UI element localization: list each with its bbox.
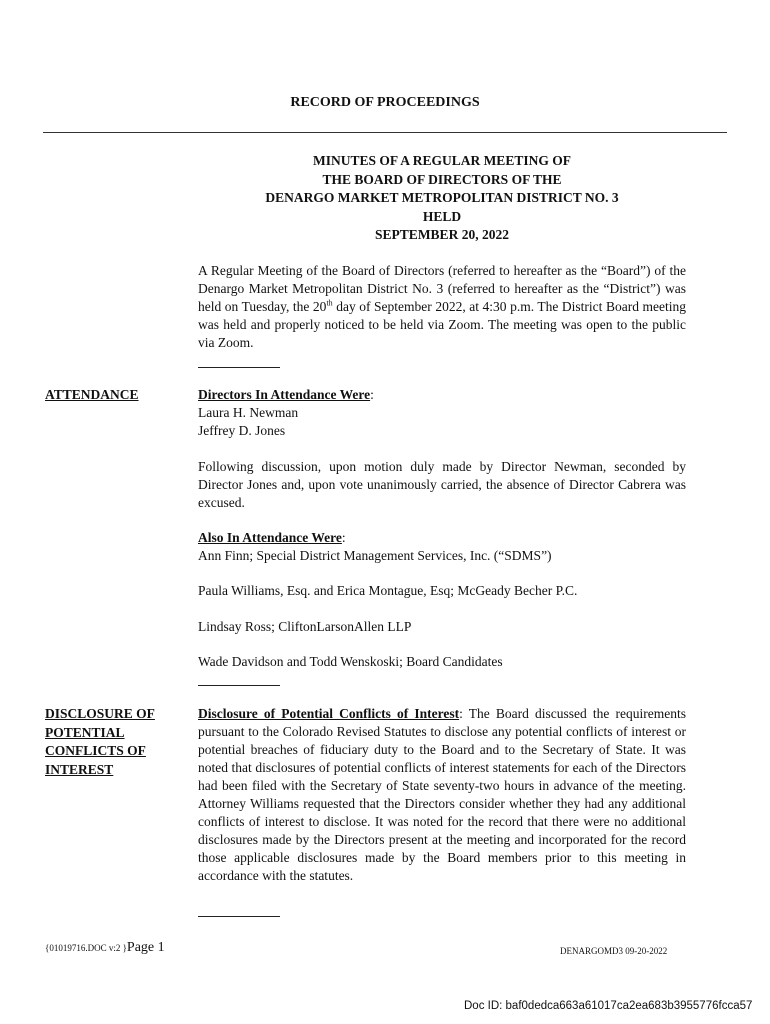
footer-district-date: DENARGOMD3 09-20-2022 (560, 946, 668, 956)
heading-line: THE BOARD OF DIRECTORS OF THE (322, 171, 562, 187)
footer-doc-ref (45, 940, 165, 956)
attendee: Lindsay Ross; CliftonLarsonAllen LLP (198, 619, 412, 634)
disclosure-label-line: DISCLOSURE OF (45, 706, 155, 721)
director-name: Jeffrey D. Jones (198, 423, 286, 438)
doc-id: Doc ID: baf0dedca663a61017ca2ea683b3955776fcca57 (464, 1000, 753, 1012)
attendee: Wade Davidson and Todd Wenskoski; Board Candidates (198, 654, 503, 669)
intro-paragraph (198, 262, 686, 352)
title-divider (43, 132, 727, 133)
heading-line: MINUTES OF A REGULAR MEETING OF (313, 153, 571, 168)
also-heading: Also In Attendance Were (198, 530, 342, 545)
section-divider (198, 916, 280, 917)
motion-paragraph (198, 458, 686, 512)
intro-text: A Regular Meeting of the Board of Directors (referred to hereafter as the “Board”) of the Denargo Market Metropolitan District No. 3 (referred to hereafter as the “District”) was held on Tuesday, the 20 (198, 263, 686, 314)
disclosure-heading: Disclosure of Potential Conflicts of Interest (198, 706, 460, 721)
disclosure-text: The Board discussed the requirements pursuant to the Colorado Revised Statutes to disclose any potential conflicts of interest or potential breaches of fiduciary duty to the Board and to the Secretary of State. It was noted that disclosures of potential conflicts of interest statements for each of the Directors had been filed with the Secretary of State seventy-two hours in advance of the meeting. Attorney Williams requested that the Directors consider whether they had any additional conflicts of interest to disclose. It was noted for the record that there were no additional disclosures made by the Directors present at the meeting and incorporated for the record those applicable disclosures made by the Board members prior to this meeting in accordance with the statutes. (198, 706, 686, 883)
also-attendance: Also In Attendance Were: Ann Finn; Special District Management Services, Inc. (“SDMS”) (198, 529, 686, 565)
intro-text-cont: day of September 2022, at 4:30 p.m. The District Board meeting was held and properly noticed to be held via Zoom. The meeting was open to the public via Zoom. (198, 299, 686, 350)
disclosure-label-line: CONFLICTS OF (45, 743, 146, 758)
minutes-heading (198, 152, 686, 245)
attendee: Paula Williams, Esq. and Erica Montague, Esq; McGeady Becher P.C. (198, 583, 578, 598)
heading-line: HELD (422, 208, 462, 224)
motion-text: Following discussion, upon motion duly made by Director Newman, seconded by Director Jones and, upon vote unanimously carried, the absence of Director Cabrera was excused. (198, 459, 686, 510)
directors-heading: Directors In Attendance Were (198, 387, 371, 402)
record-title: RECORD OF PROCEEDINGS (290, 95, 480, 110)
doc-ref: {01019716.DOC v:2 } (45, 943, 127, 953)
disclosure-label-line: INTEREST (45, 761, 114, 777)
section-divider (198, 367, 280, 368)
attendance-section: Directors In Attendance Were: Laura H. Newman Jeffrey D. Jones (198, 386, 686, 440)
attendee: Ann Finn; Special District Management Services, Inc. (“SDMS”) (198, 548, 552, 563)
disclosure-paragraph: Disclosure of Potential Conflicts of Interest: The Board discussed the requirements pursuant to the Colorado Revised Statutes to disclose any potential conflicts of interest or potential breaches of fiduciary duty to the Board and to the Secretary of State. It was noted that disclosures of potential conflicts of interest statements for each of the Directors had been filed with the Secretary of State seventy-two hours in advance of the meeting. Attorney Williams requested that the Directors consider whether they had any additional conflicts of interest to disclose. It was noted for the record that there were no additional disclosures made by the Directors present at the meeting and incorporated for the record those applicable disclosures made by the Board members prior to this meeting in accordance with the statutes. (198, 706, 686, 883)
intro-sup: th (326, 298, 333, 308)
disclosure-label-line: POTENTIAL (45, 724, 125, 740)
disclosure-label (45, 705, 185, 779)
director-name: Laura H. Newman (198, 405, 299, 420)
attendance-label: ATTENDANCE (45, 387, 139, 402)
page-number: Page 1 (126, 940, 165, 955)
heading-line: SEPTEMBER 20, 2022 (375, 227, 509, 242)
section-divider (198, 685, 280, 686)
heading-line: DENARGO MARKET METROPOLITAN DISTRICT NO. 3 (265, 190, 619, 205)
